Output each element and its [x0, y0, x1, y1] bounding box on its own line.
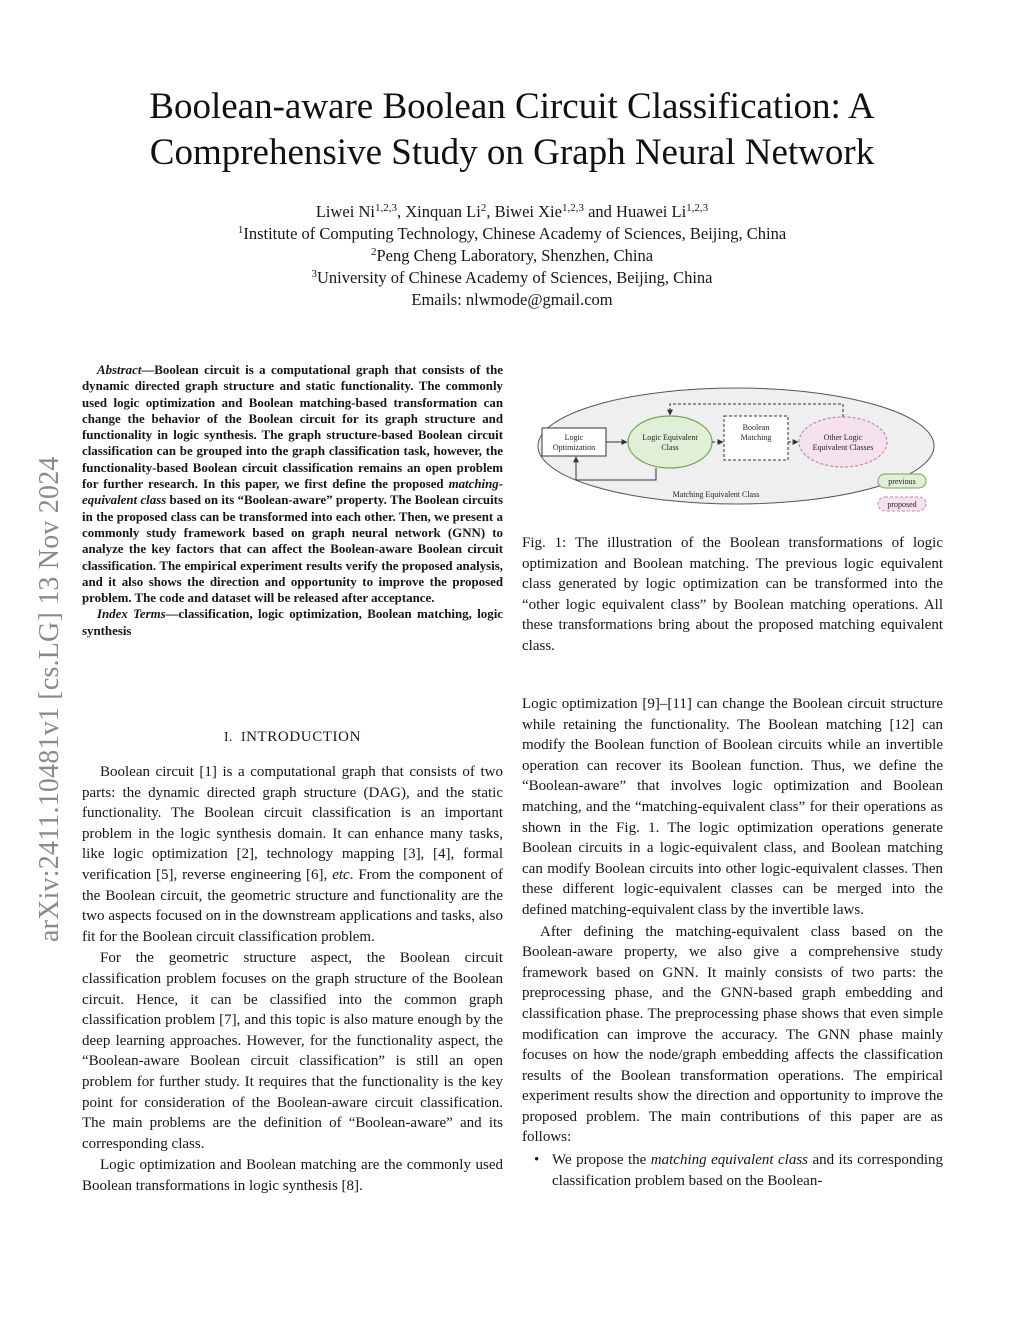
list-item: • We propose the matching equivalent class and its corresponding classification problem based on the Boolean-	[534, 1152, 943, 1189]
logic-optimization-label-1: Logic	[564, 433, 584, 442]
bullet-icon: •	[534, 1152, 540, 1169]
author-separator: ,	[486, 202, 495, 221]
abstract-body: Abstract—Boolean circuit is a computational graph that consists of the dynamic directed graph structure and static functionality. The commonly used logic optimization and Boolean matching-based transformation can change the behavior of the Boolean circuit for its graph structure and functionality in logic synthesis. The graph structure-based Boolean circuit classification can be grouped into the graph classification task, however, the functionality-based Boolean circuit classification remains an open problem for further research. In this paper, we first define the proposed matching-equivalent class based on its “Boolean-aware” property. The Boolean circuits in the proposed class can be transformed into each other. Then, we present a commonly study framework based on graph neural network (GNN) to analyze the key factors that can affect the Boolean-aware Boolean circuit classification. The empirical experiment results verify the proposed analysis, and it also shows the direction and opportunity to improve the proposed problem. The code and dataset will be released after acceptance.	[82, 363, 503, 606]
author-name: Liwei Ni	[315, 202, 375, 221]
figure-caption	[522, 533, 943, 656]
section-heading: I. INTRODUCTION	[223, 729, 362, 745]
author-separator: ,	[396, 202, 406, 221]
other-logic-label-2: Equivalent Classes	[812, 443, 874, 452]
left-column-body	[82, 762, 503, 1196]
matching-equivalent-class-label: Matching Equivalent Class	[672, 490, 760, 499]
author-affiliation-marks: 1,2,3	[686, 202, 709, 214]
arxiv-identifier: arXiv:2411.10481v1 [cs.LG] 13 Nov 2024	[34, 456, 65, 942]
section-number: I.	[223, 729, 234, 744]
logic-equivalent-label-1: Logic Equivalent	[642, 433, 698, 442]
author-affiliation-marks: 1,2,3	[374, 202, 397, 214]
paragraph: After defining the matching-equivalent class based on the Boolean-aware property, we also give a comprehensive study framework based on GNN. It mainly consists of two parts: the preprocessing phase, and the GNN-based graph embedding and classification phase. The preprocessing phase shows that even simple modification can improve the accuracy. The GNN phase mainly focuses on how the node/graph embedding affects the classification results of the Boolean transformation operations. The empirical experiment results show the direction and opportunity to improve the proposed problem. The main contributions of this paper are as follows:	[522, 923, 943, 1146]
legend-previous-label: previous	[888, 477, 916, 486]
abstract	[82, 362, 503, 639]
author-affiliation-marks: 2	[480, 202, 487, 214]
logic-equivalent-class-node	[628, 416, 712, 468]
title-line-2: Comprehensive Study on Graph Neural Network	[149, 132, 875, 173]
logic-equivalent-label-2: Class	[661, 443, 679, 452]
affiliation-1: $^1$Institute of Computing Technology, Chinese Academy of Sciences, Beijing, China	[237, 224, 787, 243]
author-block	[70, 201, 954, 311]
other-logic-equivalent-classes-node	[799, 417, 887, 467]
author-name: Biwei Xie	[494, 202, 562, 221]
other-logic-label-1: Other Logic	[823, 433, 863, 442]
figure-1	[536, 380, 936, 520]
logic-optimization-label-2: Optimization	[552, 443, 596, 452]
paper-title	[70, 84, 954, 176]
index-terms: Index Terms—classification, logic optimization, Boolean matching, logic synthesis	[82, 607, 503, 638]
author-list	[70, 201, 954, 223]
title-line-1: Boolean-aware Boolean Circuit Classification: A	[149, 86, 875, 127]
abstract-label: Abstract	[97, 363, 142, 377]
boolean-matching-label-2: Matching	[740, 433, 772, 442]
right-column-body	[522, 694, 943, 1191]
paragraph: For the geometric structure aspect, the Boolean circuit classification problem focuses on the graph structure of the Boolean circuit. Hence, it can be classified into the common graph classification problem [7], and this topic is also mature enough by the deep learning approaches. However, for the functionality aspect, the “Boolean-aware Boolean circuit classification” is still an open problem for further study. It requires that the functionality is the key point for consideration of the Boolean-aware circuit classification. The main problems are the definition of “Boolean-aware” and its corresponding class.	[82, 950, 503, 1152]
author-email: Emails: nlwmode@gmail.com	[411, 290, 613, 309]
author-name: Huawei Li	[616, 202, 687, 221]
paragraph: Logic optimization [9]–[11] can change the Boolean circuit structure while retaining the functionality. The Boolean matching [12] can modify the Boolean function of Boolean circuits while an invertible operation can recover its Boolean function. Thus, we define the “Boolean-aware” that involves logic optimization and Boolean matching, and the “matching-equivalent class” for their operations as shown in the Fig. 1. The logic optimization operations generate Boolean circuits in a logic-equivalent class, and Boolean matching can modify Boolean circuits into other logic-equivalent classes. Then these different logic-equivalent classes can be merged into the defined matching-equivalent class by the invertible laws.	[522, 696, 943, 918]
author-separator: and	[583, 202, 617, 221]
boolean-matching-label-1: Boolean	[742, 423, 770, 432]
section-title: NTRODUCTION	[246, 729, 362, 745]
affiliation-2: $^2$Peng Cheng Laboratory, Shenzhen, China	[370, 246, 654, 265]
paragraph: Boolean circuit [1] is a computational graph that consists of two parts: the dynamic directed graph structure (DAG), and the static functionality. The Boolean circuit classification is an important problem in the logic synthesis domain. It can enhance many tasks, like logic optimization [2], technology mapping [3], [4], formal verification [5], reverse engineering [6], etc. From the component of the Boolean circuit, the geometric structure and functionality are the two aspects focused on in the downstream applications and tasks, also fit for the Boolean circuit classification problem.	[82, 764, 503, 945]
boolean-transformation-diagram	[536, 380, 936, 520]
paragraph: Logic optimization and Boolean matching are the commonly used Boolean transformations in logic synthesis [8].	[82, 1157, 503, 1194]
affiliation-3: $^3$University of Chinese Academy of Sciences, Beijing, China	[311, 268, 713, 287]
index-terms-label: Index Terms	[97, 607, 166, 622]
abstract-emphasis: matching-equivalent class	[82, 477, 503, 508]
caption-text: The illustration of the Boolean transformations of logic optimization and Boolean matching. The previous logic equivalent class generated by logic optimization can be transformed into the “other logic equivalent class” by Boolean matching operations. All these transformations bring about the proposed matching equivalent class.	[522, 535, 943, 654]
legend-proposed-label: proposed	[887, 500, 917, 509]
author-name: Xinquan Li	[405, 202, 481, 221]
contributions-list	[522, 1150, 943, 1191]
caption-label: Fig. 1:	[522, 535, 567, 551]
author-affiliation-marks: 1,2,3	[561, 202, 584, 214]
